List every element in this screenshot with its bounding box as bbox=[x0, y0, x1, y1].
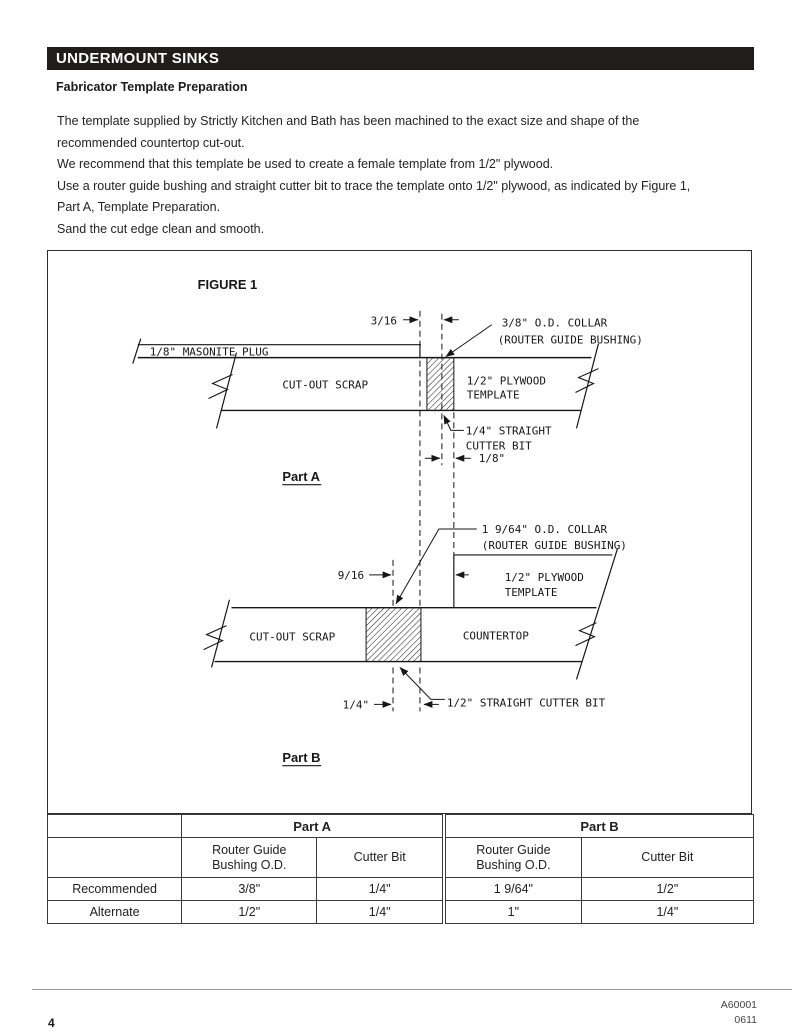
footer-divider bbox=[32, 989, 792, 990]
cutout-scrap-label-b: CUT-OUT SCRAP bbox=[249, 630, 336, 644]
doc-code: A60001 bbox=[720, 999, 757, 1011]
break-mark bbox=[204, 626, 227, 650]
table-cell: 1/2" bbox=[182, 901, 317, 924]
table-group-header-row bbox=[48, 815, 754, 838]
table-cell: 1/4" bbox=[317, 878, 444, 901]
row-label: Recommended bbox=[48, 878, 182, 901]
figure-title: FIGURE 1 bbox=[197, 276, 258, 292]
dim-1-8-label: 1/8" bbox=[478, 452, 506, 466]
part-a-label: Part A bbox=[282, 469, 320, 485]
plywood-template-label-a-line1: 1/2" PLYWOOD bbox=[466, 374, 546, 388]
body-line: Use a router guide bushing and straight cutter bit to trace the template onto 1/2" plywood, as indicated by Figure 1, bbox=[57, 178, 691, 193]
col-header-line: Router Guide bbox=[212, 842, 287, 857]
doc-date: 0611 bbox=[734, 1013, 757, 1026]
page-number: 4 bbox=[48, 1016, 55, 1030]
cutout-scrap-label-a: CUT-OUT SCRAP bbox=[282, 378, 369, 392]
collar-note-b-line1: 1 9/64" O.D. COLLAR bbox=[481, 523, 608, 536]
masonite-strip-left-edge bbox=[133, 339, 141, 364]
col-header-cutter-b bbox=[581, 838, 753, 878]
footer-document-code bbox=[560, 998, 757, 1027]
router-cut-hatch-a bbox=[427, 358, 454, 411]
part-b-label: Part B bbox=[282, 750, 321, 766]
cutter-bit-note-a-line2: CUTTER BIT bbox=[465, 439, 532, 453]
table-column-header-row bbox=[48, 838, 754, 878]
break-line-right bbox=[576, 549, 617, 680]
plywood-template-label-b-line2: TEMPLATE bbox=[504, 585, 558, 599]
section-subtitle: Fabricator Template Preparation bbox=[56, 80, 248, 94]
group-header-part-a: Part A bbox=[182, 815, 444, 838]
body-line: We recommend that this template be used to create a female template from 1/2" plywood. bbox=[57, 157, 554, 171]
body-line: The template supplied by Strictly Kitchen and Bath has been machined to the exact size and shape of the bbox=[57, 114, 640, 128]
page-title: UNDERMOUNT SINKS bbox=[56, 50, 220, 67]
page-header-bar bbox=[47, 47, 754, 70]
break-line-left bbox=[212, 600, 230, 668]
part-a-diagram bbox=[133, 311, 599, 712]
table-cell: 3/8" bbox=[182, 878, 317, 901]
body-line: Sand the cut edge clean and smooth. bbox=[57, 221, 265, 236]
col-header-cutter-a bbox=[317, 838, 444, 878]
figure-1-box bbox=[47, 250, 752, 814]
col-header-line: Bushing O.D. bbox=[212, 857, 287, 872]
table-cell: 1" bbox=[444, 901, 581, 924]
table-row bbox=[48, 878, 754, 901]
table-row bbox=[48, 901, 754, 924]
dim-3-16-label: 3/16 bbox=[370, 314, 398, 328]
leader-line bbox=[400, 668, 445, 700]
table-cell: 1/4" bbox=[581, 901, 753, 924]
part-b-labels bbox=[249, 523, 626, 765]
leader-line bbox=[396, 529, 477, 604]
body-line: Part A, Template Preparation. bbox=[57, 200, 221, 214]
col-header-line: Cutter Bit bbox=[353, 850, 406, 864]
table-cell: 1/4" bbox=[317, 901, 444, 924]
col-header-line: Cutter Bit bbox=[641, 850, 694, 864]
row-label: Alternate bbox=[48, 901, 182, 924]
col-header-line: Bushing O.D. bbox=[476, 857, 551, 872]
masonite-plug-label: 1/8" MASONITE PLUG bbox=[149, 345, 269, 359]
col-header-bushing-a bbox=[182, 838, 317, 878]
body-line: recommended countertop cut-out. bbox=[57, 135, 245, 150]
table-corner-cell bbox=[48, 838, 182, 878]
col-header-line: Router Guide bbox=[476, 842, 551, 857]
body-text bbox=[57, 111, 757, 240]
break-mark bbox=[209, 375, 233, 399]
dim-9-16-label: 9/16 bbox=[337, 568, 365, 582]
table-corner-cell bbox=[48, 815, 182, 838]
plywood-template-label-b-line1: 1/2" PLYWOOD bbox=[504, 570, 584, 584]
dim-1-4-label: 1/4" bbox=[342, 698, 370, 712]
router-cut-hatch-b bbox=[366, 608, 421, 662]
countertop-label: COUNTERTOP bbox=[462, 629, 529, 643]
col-header-bushing-b bbox=[444, 838, 581, 878]
table-cell: 1/2" bbox=[581, 878, 753, 901]
collar-note-a-line2: (ROUTER GUIDE BUSHING) bbox=[497, 333, 643, 347]
collar-note-b-line2: (ROUTER GUIDE BUSHING) bbox=[481, 538, 627, 552]
figure-1-drawing bbox=[48, 251, 751, 813]
part-b-diagram bbox=[204, 529, 618, 766]
plywood-template-label-a-line2: TEMPLATE bbox=[466, 388, 520, 402]
leader-line bbox=[446, 325, 492, 357]
cutter-bit-note-b: 1/2" STRAIGHT CUTTER BIT bbox=[446, 696, 606, 710]
table-cell: 1 9/64" bbox=[444, 878, 581, 901]
group-header-part-b: Part B bbox=[444, 815, 753, 838]
collar-note-a-line1: 3/8" O.D. COLLAR bbox=[501, 316, 608, 330]
cutter-bit-note-a-line1: 1/4" STRAIGHT bbox=[465, 424, 552, 438]
dimension-table bbox=[47, 814, 754, 924]
